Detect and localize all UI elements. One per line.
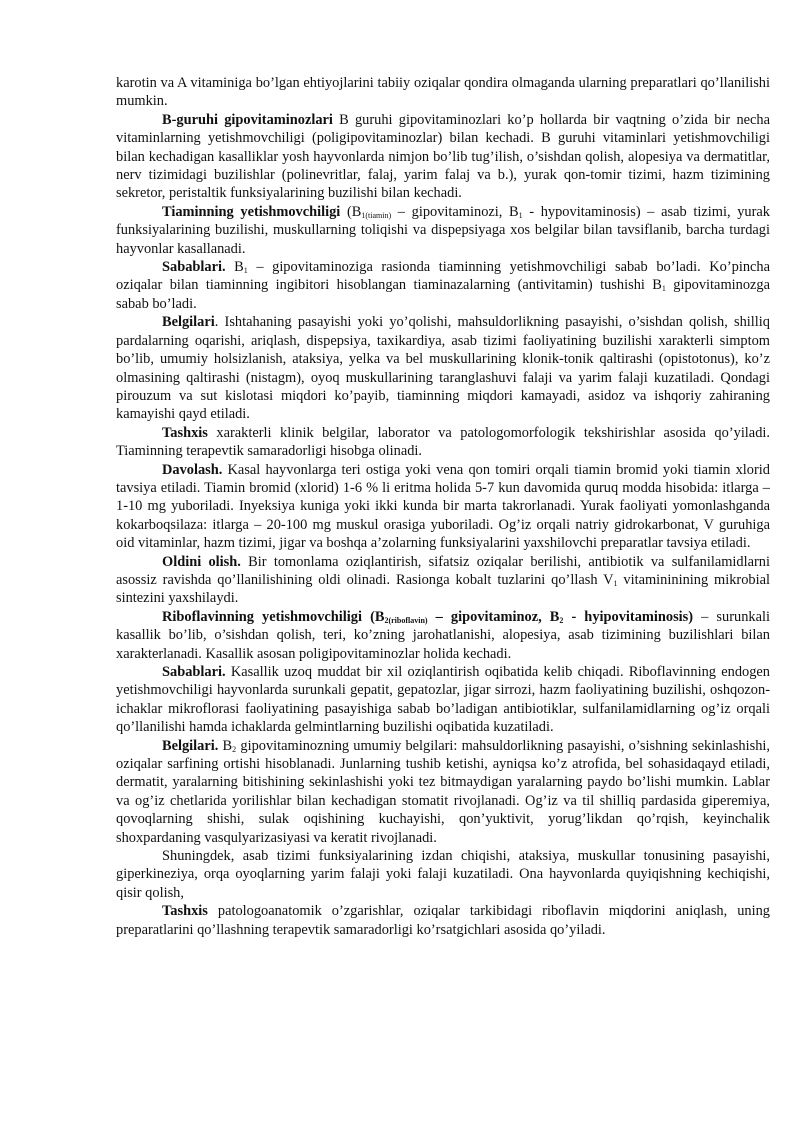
- document-page: [116, 74, 770, 939]
- subscript: 1: [661, 284, 666, 294]
- section-heading: [162, 609, 693, 625]
- section-heading: Belgilari: [162, 314, 215, 331]
- paragraph-thiamine-causes: [116, 258, 770, 313]
- section-heading: B-guruhi gipovitaminozlari: [162, 111, 333, 128]
- paragraph-text: Kasallik uzoq muddat bir xil oziqlantirish oqibatida kelib chiqadi. Riboflavinning endogen yetishmovchiligi hayvonlarda surunkali gepatit, gepatozlar, jigar sirrozi, hazm faoliyatining buzilishi, oshqozon-ichaklar mikroflorasi faoliyatining pasayishiga sabab bo’ladigan antibiotiklar, sulfanilamidlarning og’iz orqali qo’llanilishi hamda ichaklarda gelmintlarning buzilishi oqibatida kuzatiladi.: [116, 664, 770, 736]
- paragraph-riboflavin-causes: [116, 663, 770, 737]
- paragraph-text: B: [218, 737, 233, 754]
- section-heading: Davolash.: [162, 461, 223, 478]
- paragraph-text: . Ishtahaning pasayishi yoki yo’qolishi, mahsuldorlikning pasayishi, o’sishdan qolish, shilliq pardalarning oqarishi, ariqlash, dispepsiya, taxikardiya, asab tizimi faoliyatining buzilishi xarakterli simptom bo’lib, umumiy holsizlanish, ataksiya, yelka va bel muskullarining klonik-tonik qaltirashi (opistotonus), ko’z olmasining qaltirashi (nistagm), oyoq muskullarining taranglashuvi falaji va yarim falaji kuzatiladi. Qondagi pirouzum va sut kislotasi miqdori ko’payib, tiaminning miqdori kamayadi, asidoz va ishqoriy zahiraning kamayishi qayd etiladi.: [116, 314, 770, 423]
- paragraph-thiamine-diagnosis: [116, 424, 770, 461]
- paragraph-text: patologoanatomik o’zgarishlar, oziqalar tarkibidagi riboflavin miqdorini aniqlash, uning preparatlarini qo’llashning terapevtik samaradorligi ko’rsatgichlari asosida qo’yiladi.: [116, 903, 770, 938]
- paragraph-carotene-continuation: [116, 74, 770, 111]
- section-heading: Tashxis: [162, 903, 208, 920]
- subscript: 1(tiamin): [361, 210, 392, 220]
- paragraph-text: – gipovitaminozi, B: [391, 203, 519, 220]
- paragraph-text: B: [225, 259, 244, 276]
- section-heading: Tiaminning yetishmovchiligi: [162, 203, 341, 220]
- paragraph-riboflavin-signs: [116, 737, 770, 847]
- paragraph-riboflavin-nervous-signs: [116, 847, 770, 902]
- paragraph-riboflavin-deficiency: [116, 608, 770, 663]
- section-heading: Belgilari.: [162, 737, 219, 754]
- paragraph-text: (B: [340, 203, 362, 220]
- paragraph-text: gipovitaminozning umumiy belgilari: mahsuldorlikning pasayishi, o’sishning sekinlashishi, oziqalar sarfining ortishi hisoblanadi. Junlarning tushib ketishi, ayniqsa ko’z atrofida, bel sohasidaqayd etiladi, dermatit, yaralarning bitishining sekinlashishi yoki tez bitmaydigan yaralarning paydo bo’lishi mumkin. Lablar va og’iz chetlarida yorilishlar bilan kechadigan stomatit rivojlanadi. Og’iz va til shilliq pardasida giperemiya, qovoqlarning shishi, sulak oqishining kuchayishi, qon’yuktivit, yorug’likdan qo’rqish, keyinchalik shoxpardaning vasqulyarizasiyasi va keratit rivojlanadi.: [116, 737, 771, 846]
- paragraph-riboflavin-diagnosis: [116, 902, 770, 939]
- subscript: 1: [613, 578, 618, 588]
- paragraph-text: Kasal hayvonlarga teri ostiga yoki vena qon tomiri orqali tiamin bromid yoki tiamin xlorid tavsiya etiladi. Tiamin bromid (xlorid) 1-6 % li eritma holida 5-7 kun davomida quruq modda hisobida: itlarga –1-10 mg yuboriladi. Inyeksiya kuniga yoki ikki kunda bir marta takrorlanadi. Yurak faoliyati yomonlashganda kokarboqsilaza: itlarga – 20-100 mg muskul orasiga yuboriladi. Og’iz orqali natriy gidrokarbonat, V guruhiga oid vitaminlar, hazm tizimi, jigar va boshqa a’zolarning funksiyalarini yaxshilovchi preparatlar tavsiya etiladi.: [116, 461, 770, 552]
- paragraph-text: Shuningdek, asab tizimi funksiyalarining izdan chiqishi, ataksiya, muskullar tonusining pasayishi, giperkineziya, orqa oyoqlarning yarim falaji yoki falaji kuzatiladi. Ona hayvonlarda quyiqishning kechiqishi, qisir qolish,: [116, 848, 770, 901]
- section-heading: Sabablari.: [162, 664, 226, 680]
- paragraph-thiamine-signs: [116, 313, 770, 423]
- subscript: 2(riboflavin): [384, 615, 428, 625]
- section-heading: Oldini olish.: [162, 553, 241, 570]
- paragraph-text: vitamininining mikrobial sintezini yaxshilaydi.: [116, 571, 770, 607]
- paragraph-thiamine-treatment: [116, 461, 770, 553]
- paragraph-b-group-hypovitaminoses: [116, 111, 770, 203]
- heading-part: - hyipovitaminosis): [563, 608, 694, 625]
- paragraph-text: xarakterli klinik belgilar, laborator va patologomorfologik tekshirishlar asosida qo’yiladi. Tiaminning terapevtik samaradorligi hisobga olinadi.: [116, 424, 770, 460]
- subscript: 1: [243, 266, 248, 276]
- heading-part: Riboflavinning yetishmovchiligi (B: [162, 608, 385, 625]
- subscript: 2: [232, 744, 237, 754]
- paragraph-thiamine-prevention: [116, 553, 770, 608]
- paragraph-thiamine-deficiency: [116, 203, 770, 258]
- paragraph-text: - hypovitaminosis) – asab tizimi, yurak funksiyalarining buzilishi, muskullarning toliqishi va dispepsiyaga xos belgilar bilan tavsiflanib, barcha turdagi hayvonlar kasallanadi.: [116, 203, 770, 257]
- paragraph-text: – gipovitaminoziga rasionda tiaminning yetishmovchiligi sabab bo’ladi. Ko’pincha oziqalar bilan tiaminning ingibitori hisoblangan tiaminazalarning (antivitamin) tushishi B: [116, 259, 771, 294]
- subscript: 1: [518, 210, 523, 220]
- paragraph-text: Bir tomonlama oziqlantirish, sifatsiz oziqalar berilishi, antibiotik va sulfanilamidlarni asossiz ravishda qo’llanilishining oldi olinadi. Rasionga kobalt tuzlarini qo’llash V: [116, 553, 770, 588]
- paragraph-text: gipovitaminozga sabab bo’ladi.: [116, 277, 770, 312]
- subscript: 2: [559, 615, 564, 625]
- paragraph-text: B guruhi gipovitaminozlari ko’p hollarda bir vaqtning o’zida bir necha vitaminlarning yetishmovchiligi (poligipovitaminozlar) bilan kechadi. B guruhi vitaminlari yetishmovchiligi bilan kechadigan kasalliklar yosh hayvonlarda nimjon bo’lib tug’ilish, o’sishdan qolish, alopesiya va dermatitlar, nerv tizimidagi buzilishlar (polinevritlar, falaj, yarim falaj va b.), yurak qon-tomir tizimi, hazm tizimining sekretor, peristaltik funksiyalarining buzilishi bilan kechadi.: [116, 111, 770, 202]
- section-heading: Sabablari.: [162, 259, 226, 276]
- section-heading: Tashxis: [162, 424, 208, 441]
- paragraph-text: karotin va A vitaminiga bo’lgan ehtiyojlarini tabiiy oziqalar qondira olmaganda ularning preparatlari qo’llanilishi mumkin.: [116, 75, 770, 110]
- heading-part: – gipovitaminoz, B: [427, 608, 560, 625]
- paragraph-text: – surunkali kasallik bo’lib, o’sishdan qolish, teri, ko’zning jarohatlanishi, alopesiya, asab tizimining buzilishlari bilan xarakterlanadi. Kasallik asosan poligipovitaminozlar holida kechadi.: [116, 608, 770, 662]
